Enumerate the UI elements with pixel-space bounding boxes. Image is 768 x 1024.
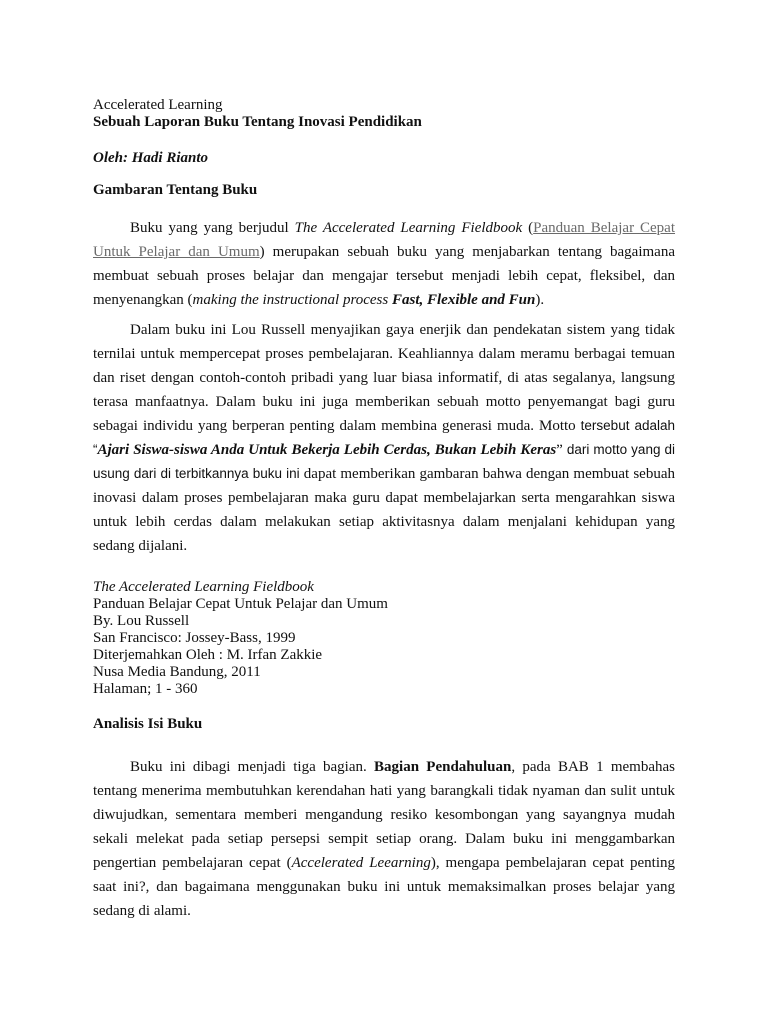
header-title: Accelerated Learning <box>93 97 223 113</box>
book-info-author: By. Lou Russell <box>93 613 190 629</box>
motto-text: Ajari Siswa-siswa Anda Untuk Bekerja Lebih Cerdas, Bukan Lebih Keras <box>97 442 557 458</box>
book-info-pages: Halaman; 1 - 360 <box>93 681 198 697</box>
paragraph-analisis-1: Buku ini dibagi menjadi tiga bagian. Bagian Pendahuluan, pada BAB 1 membahas tentang menerima membutuhkan kerendahan hati yang barangkali tidak nyaman dan sulit untuk diwujudkan, sementara memberi mengandung resiko kesombongan yang sayangnya mudah sekali melekat pada setiap persepsi sempit setiap orang. Dalam buku ini menggambarkan pengertian pembelajaran cepat (Accelerated Leearning), mengapa pembelajaran cepat penting saat ini?, dan bagaimana menggunakan buku ini untuk memaksimalkan proses belajar yang sedang di alami. <box>93 759 675 919</box>
paragraph-gambaran-1: Buku yang yang berjudul The Accelerated Learning Fieldbook (Panduan Belajar Cepat Untuk Pelajar dan Umum) merupakan sebuah buku yang menjabarkan tentang bagaimana membuat sebuah proses belajar dan mengajar tersebut menjadi lebih cepat, fleksibel, dan menyenangkan (making the instructional process Fast, Flexible and Fun). <box>93 220 676 308</box>
header-subtitle: Sebuah Laporan Buku Tentang Inovasi Pendidikan <box>93 114 422 130</box>
book-info-publisher: San Francisco: Jossey-Bass, 1999 <box>93 630 296 646</box>
document-header <box>93 97 675 131</box>
author-line: Oleh: Hadi Rianto <box>93 150 209 166</box>
book-subtitle-link[interactable]: Panduan Belajar Cepat Untuk Pelajar dan Umum <box>93 220 676 260</box>
book-info-local-publisher: Nusa Media Bandung, 2011 <box>93 664 261 680</box>
book-info-title: The Accelerated Learning Fieldbook <box>93 579 314 595</box>
section-heading-gambaran: Gambaran Tentang Buku <box>93 182 258 198</box>
book-info <box>93 579 675 698</box>
book-title-inline: The Accelerated Learning Fieldbook <box>294 220 523 236</box>
book-info-subtitle: Panduan Belajar Cepat Untuk Pelajar dan Umum <box>93 596 388 612</box>
paragraph-gambaran-2: Dalam buku ini Lou Russell menyajikan gaya enerjik dan pendekatan sistem yang tidak ternilai untuk mempercepat proses pembelajaran. Keahliannya dalam meramu berbagai temuan dan riset dengan contoh-contoh pribadi yang luar biasa informatif, di atas segalanya, langsung terasa manfaatnya. Dalam buku ini juga memberikan sebuah motto penyemangat bagi guru sebagai individu yang berperan penting dalam membina generasi muda. Motto tersebut adalah “Ajari Siswa-siswa Anda Untuk Bekerja Lebih Cerdas, Bukan Lebih Keras” dari motto yang di usung dari di terbitkannya buku ini dapat memberikan gambaran bahwa dengan membuat sebuah inovasi dalam proses pembelajaran maka guru dapat membelajarkan serta mengarahkan siswa untuk lebih cerdas dalam melakukan setiap aktivitasnya dalam menjalani kehidupan yang sedang dijalani. <box>93 322 675 554</box>
book-info-translator: Diterjemahkan Oleh : M. Irfan Zakkie <box>93 647 323 663</box>
section-heading-analisis: Analisis Isi Buku <box>93 716 203 732</box>
